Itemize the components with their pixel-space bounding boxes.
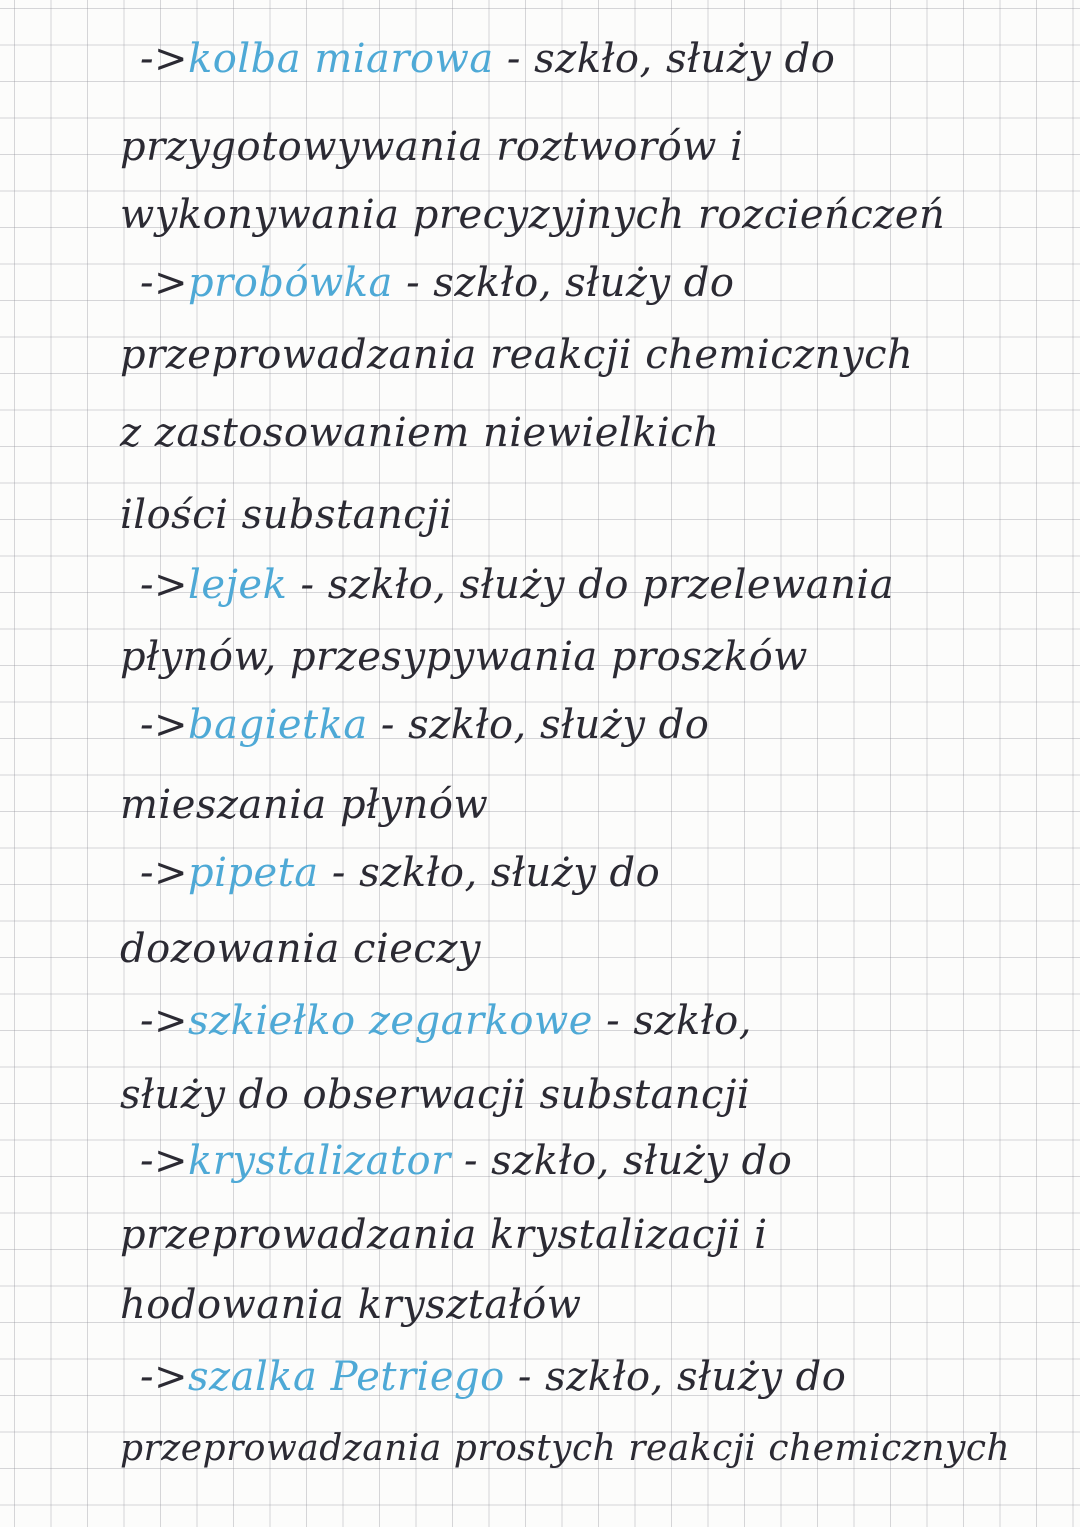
entry-text-line: służy do obserwacji substancji bbox=[120, 1072, 751, 1118]
entry-heading-bagietka bbox=[140, 700, 709, 750]
entry-text-line: wykonywania precyzyjnych rozcieńczeń bbox=[120, 192, 946, 238]
term-pipeta: pipeta bbox=[188, 850, 319, 896]
term-szkielko-zegarkowe: szkiełko zegarkowe bbox=[188, 998, 593, 1044]
arrow-icon: -> bbox=[140, 36, 189, 82]
term-bagietka: bagietka bbox=[188, 702, 368, 748]
entry-text-line: z zastosowaniem niewielkich bbox=[120, 410, 720, 456]
entry-text-line: mieszania płynów bbox=[120, 782, 489, 828]
entry-text-line: dozowania cieczy bbox=[120, 926, 481, 972]
entry-heading-lejek bbox=[140, 560, 894, 610]
arrow-icon: -> bbox=[140, 850, 189, 896]
arrow-icon: -> bbox=[140, 998, 189, 1044]
entry-text-line: przygotowywania roztworów i bbox=[120, 124, 744, 170]
entry-desc: - szkło, służy do bbox=[504, 1354, 847, 1400]
arrow-icon: -> bbox=[140, 562, 189, 608]
arrow-icon: -> bbox=[140, 1138, 189, 1184]
term-lejek: lejek bbox=[188, 562, 288, 608]
entry-heading-kolba-miarowa bbox=[140, 34, 835, 84]
term-probowka: probówka bbox=[188, 260, 393, 306]
entry-desc: - szkło, służy do bbox=[367, 702, 710, 748]
entry-text-line: płynów, przesypywania proszków bbox=[120, 634, 808, 680]
entry-text-line: ilości substancji bbox=[120, 492, 453, 538]
entry-heading-krystalizator bbox=[140, 1136, 792, 1186]
entry-text-line: przeprowadzania prostych reakcji chemicznych bbox=[120, 1428, 1011, 1469]
entry-desc: - szkło, służy do bbox=[450, 1138, 793, 1184]
entry-heading-probowka bbox=[140, 258, 734, 308]
entry-heading-pipeta bbox=[140, 848, 660, 898]
entry-desc: - szkło, służy do bbox=[493, 36, 836, 82]
entry-text-line: przeprowadzania reakcji chemicznych bbox=[120, 332, 914, 378]
entry-text-line: przeprowadzania krystalizacji i bbox=[120, 1212, 768, 1258]
entry-desc: - szkło, służy do bbox=[318, 850, 661, 896]
entry-desc: - szkło, służy do bbox=[392, 260, 735, 306]
arrow-icon: -> bbox=[140, 702, 189, 748]
arrow-icon: -> bbox=[140, 260, 189, 306]
term-krystalizator: krystalizator bbox=[188, 1138, 451, 1184]
term-szalka-petriego: szalka Petriego bbox=[188, 1354, 505, 1400]
term-kolba-miarowa: kolba miarowa bbox=[188, 36, 494, 82]
entry-desc: - szkło, służy do przelewania bbox=[287, 562, 895, 608]
entry-text-line: hodowania kryształów bbox=[120, 1282, 582, 1328]
entry-heading-szkielko-zegarkowe bbox=[140, 996, 752, 1046]
arrow-icon: -> bbox=[140, 1354, 189, 1400]
entry-heading-szalka-petriego bbox=[140, 1352, 846, 1402]
entry-desc: - szkło, bbox=[592, 998, 752, 1044]
